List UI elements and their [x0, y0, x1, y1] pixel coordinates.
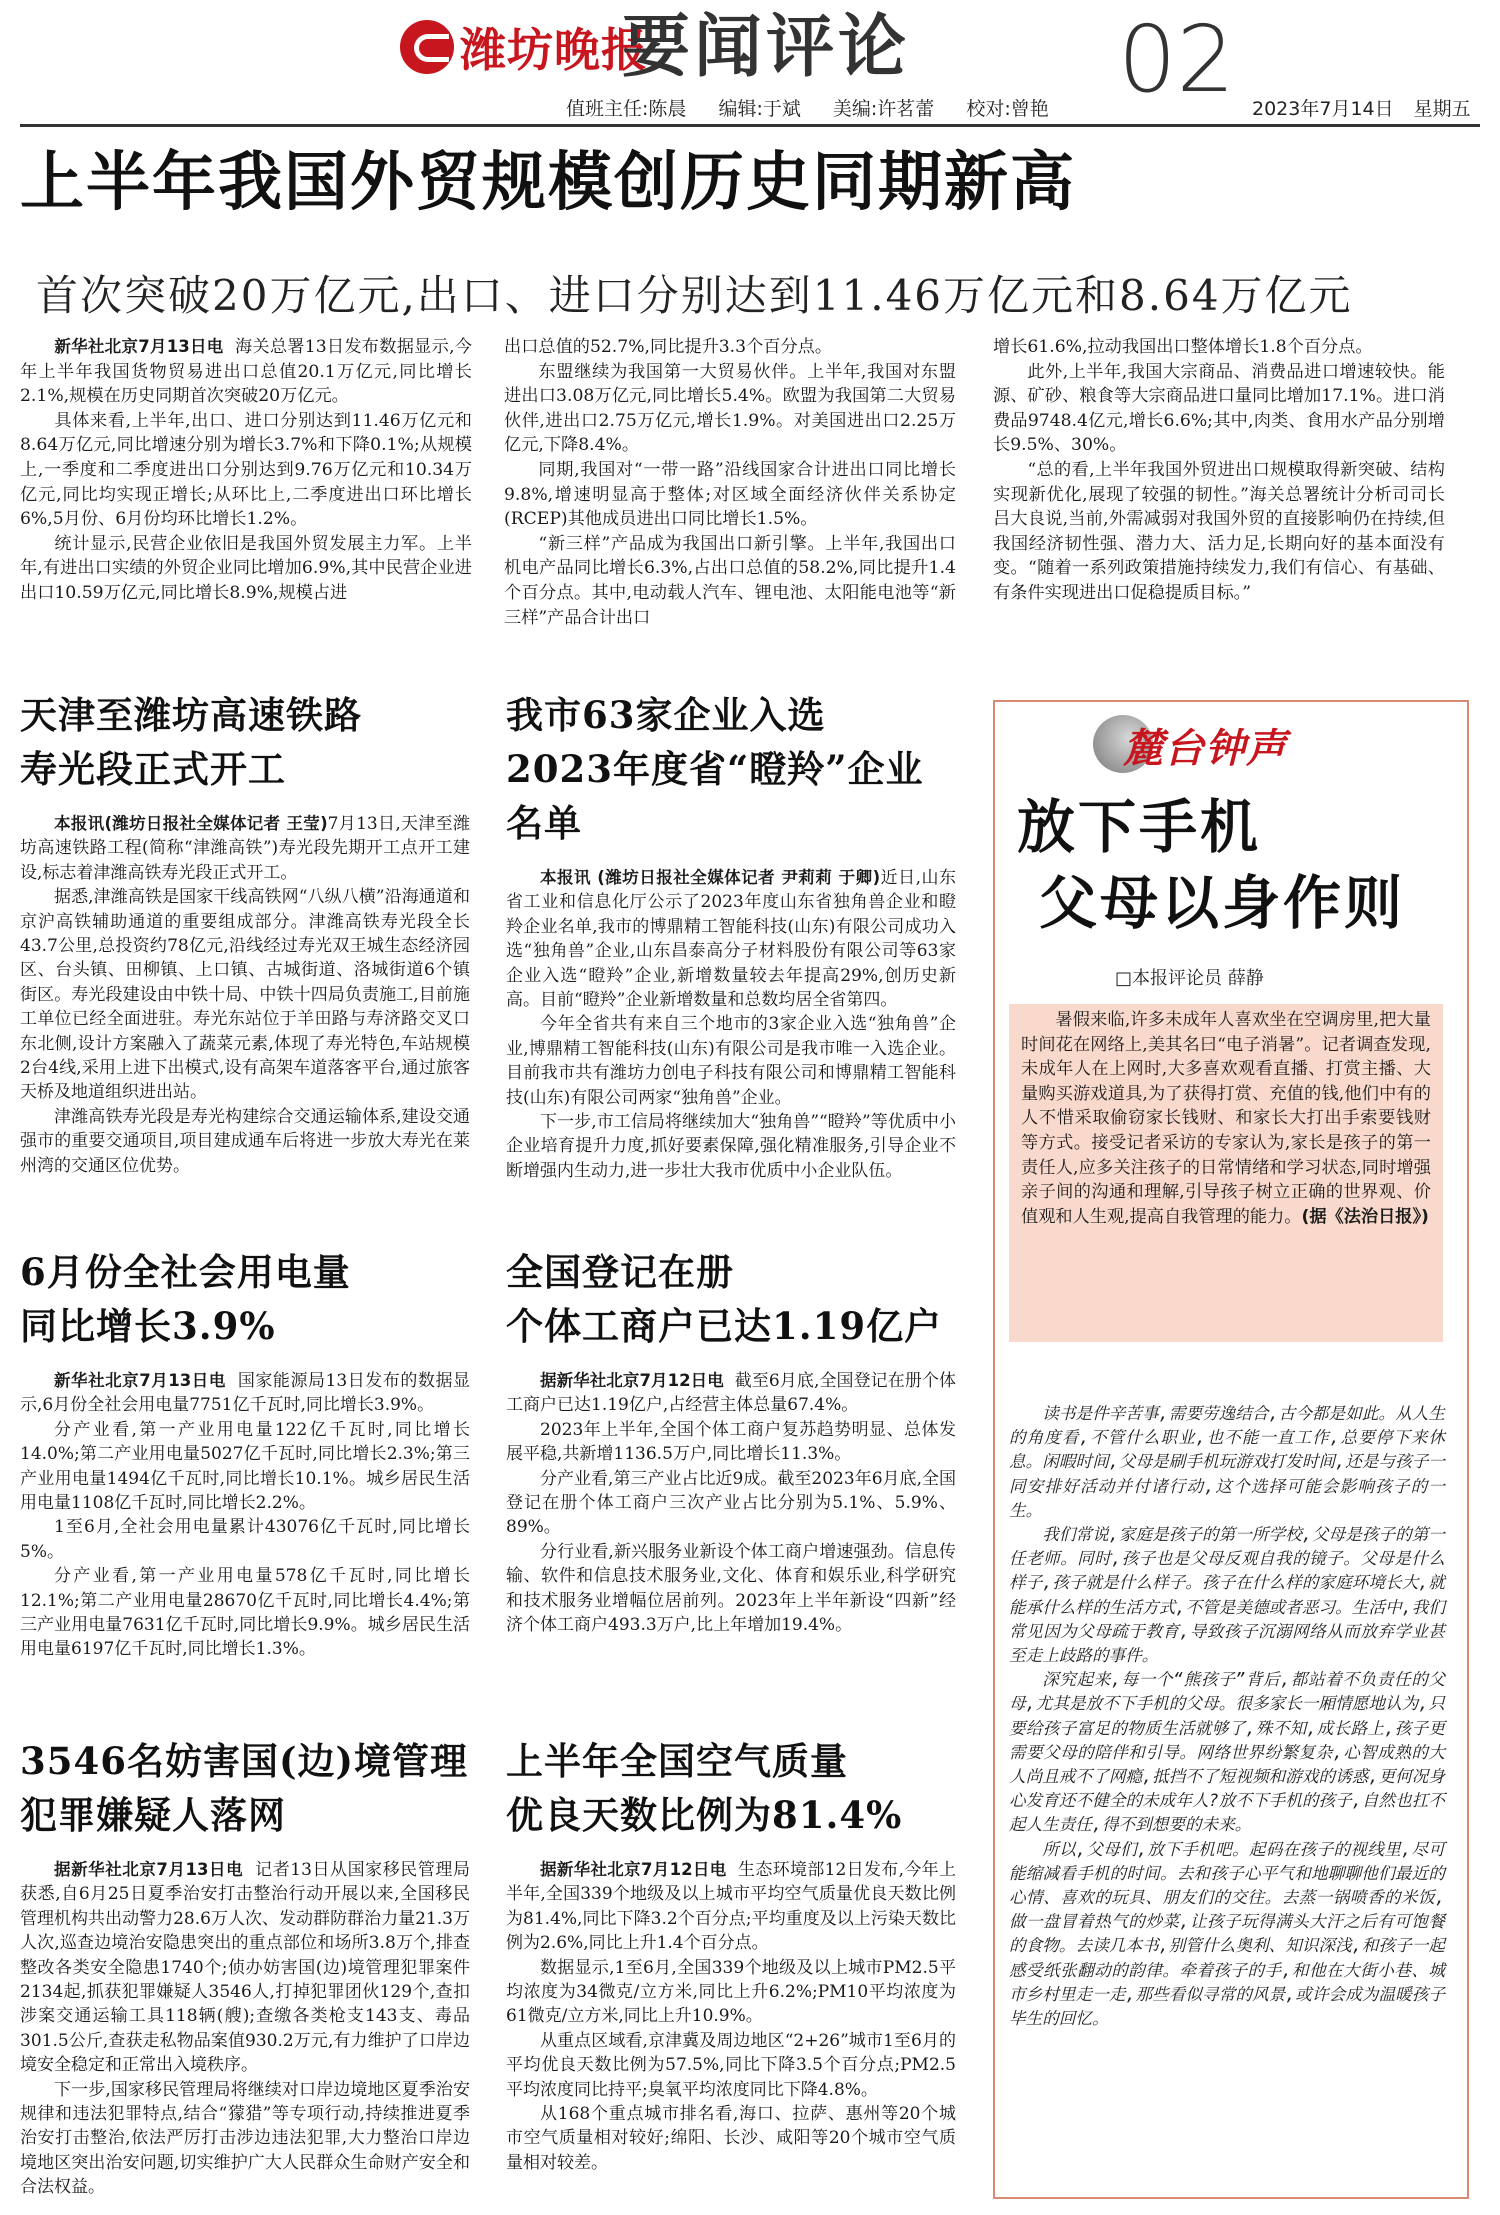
section-name: 要闻评论 — [622, 8, 911, 87]
lead-column-3 — [993, 335, 1445, 606]
article-title: 3546名妨害国(边)境管理 犯罪嫌疑人落网 — [20, 1739, 468, 1837]
article-power — [20, 1245, 470, 1662]
paragraph: 本报讯(潍坊日报社全媒体记者 王莹)7月13日,天津至潍坊高速铁路工程(简称“津潍高铁”)寿光段先期开工点开工建设,标志着津潍高铁寿光段正式开工。 — [20, 814, 470, 883]
article-body — [506, 866, 956, 1183]
article-body — [506, 1858, 956, 2175]
intro-source: (据《法治日报》) — [1301, 1206, 1429, 1227]
dateline: 新华社北京7月13日电 — [54, 337, 224, 356]
paragraph: 分产业看,第一产业用电量578亿千瓦时,同比增长12.1%;第二产业用电量28670亿千瓦时,同比增长4.4%;第三产业用电量7631亿千瓦时,同比增长9.9%。城乡居民生活用电量6197亿千瓦时,同比增长1.3%。 — [20, 1566, 470, 1660]
article-air — [506, 1734, 956, 2175]
paragraph: 我们常说,家庭是孩子的第一所学校,父母是孩子的第一任老师。同时,孩子也是父母反观自我的镜子。父母是什么样子,孩子就是什么样子。孩子在什么样的家庭环境长大,就能承什么样的生活方式,不管是美德或者恶习。生活中,我们常见因为父母疏于教育,导致孩子沉溺网络从而放弃学业甚至走上歧路的事件。 — [1009, 1525, 1445, 1666]
paragraph: 统计显示,民营企业依旧是我国外贸发展主力军。上半年,有进出口实绩的外贸企业同比增加6.9%,其中民营企业进出口10.59万亿元,同比增长8.9%,规模占进 — [20, 533, 472, 603]
commentary-intro — [1009, 1004, 1443, 1342]
article-enterprise — [506, 688, 956, 1183]
article-body — [20, 812, 470, 1178]
article-business — [506, 1245, 956, 1637]
article-title: 我市63家企业入选 2023年度省“瞪羚”企业名单 — [506, 693, 924, 845]
weekday-text: 星期五 — [1413, 98, 1471, 120]
column-name: 麓台钟声 — [1123, 725, 1287, 772]
dateline: 据新华社北京7月12日电 — [540, 1860, 727, 1879]
commentary-title: 放下手机 父母以身作则 — [1017, 793, 1406, 937]
paragraph: 从重点区域看,京津冀及周边地区“2+26”城市1至6月的平均优良天数比例为57.5%,同比下降3.5个百分点;PM2.5平均浓度同比持平;臭氧平均浓度同比下降4.8%。 — [506, 2030, 956, 2100]
paragraph: 新华社北京7月13日电 国家能源局13日发布的数据显示,6月份全社会用电量7751亿千瓦时,同比增长3.9%。 — [20, 1371, 470, 1416]
commentary-author: □本报评论员 薛静 — [1115, 968, 1264, 989]
staff-line — [566, 94, 1075, 121]
lead-column-1 — [20, 335, 472, 606]
paragraph: 1至6月,全社会用电量累计43076亿千瓦时,同比增长5%。 — [20, 1517, 470, 1562]
paragraph: 据悉,津潍高铁是国家干线高铁网“八纵八横”沿海通道和京沪高铁辅助通道的重要组成部分。津潍高铁寿光段全长43.7公里,总投资约78亿元,沿线经过寿光双王城生态经济园区、台头镇、田柳镇、上口镇、古城街道、洛城街道6个镇街区。寿光段建设由中铁十局、中铁十四局负责施工,目前施工单位已经全面进驻。寿光东站位于羊田路与寿济路交叉口东北侧,设计方案融入了蔬菜元素,体现了寿光特色,车站规模2台4线,采用上进下出模式,设有高架车道落客平台,通过旅客天桥及地道组织进出站。 — [20, 887, 470, 1103]
dateline: 据新华社北京7月12日电 — [540, 1371, 724, 1390]
paragraph: 新华社北京7月13日电 海关总署13日发布数据显示,今年上半年我国货物贸易进出口总值20.1万亿元,同比增长2.1%,规模在历史同期首次突破20万亿元。 — [20, 337, 472, 407]
paragraph: 东盟继续为我国第一大贸易伙伴。上半年,我国对东盟进出口3.08万亿元,同比增长5.4%。欧盟为我国第二大贸易伙伴,进出口2.75万亿元,增长1.9%。对美国进出口2.25万亿元,下降8.4%。 — [504, 361, 956, 456]
staff-item: 值班主任:陈晨 — [566, 98, 687, 120]
dateline: 本报讯(潍坊日报社全媒体记者 王莹) — [54, 814, 328, 833]
column-logo — [1093, 711, 1383, 775]
paragraph: 数据显示,1至6月,全国339个地级及以上城市PM2.5平均浓度为34微克/立方米,同比上升6.2%;PM10平均浓度为61微克/立方米,同比上升10.9%。 — [506, 1957, 956, 2027]
staff-item: 编辑:于斌 — [718, 98, 801, 120]
lead-body — [20, 335, 1480, 635]
paragraph: 据新华社北京7月12日电 生态环境部12日发布,今年上半年,全国339个地级及以上城市平均空气质量优良天数比例为81.4%,同比下降3.2个百分点;平均重度及以上污染天数比例为2.6%,同比上升1.4个百分点。 — [506, 1860, 956, 1954]
newspaper-logo — [400, 16, 648, 78]
article-body — [506, 1369, 956, 1637]
article-title: 天津至潍坊高速铁路 寿光段正式开工 — [20, 693, 362, 791]
paragraph: 读书是件辛苦事,需要劳逸结合,古今都是如此。从人生的角度看,不管什么职业,也不能一直工作,总要停下来休息。闲暇时间,父母是刷手机玩游戏打发时间,还是与孩子一同安排好活动并付诸行动,这个选择可能会影响孩子的一生。 — [1009, 1404, 1445, 1520]
paragraph: 下一步,国家移民管理局将继续对口岸边境地区夏季治安规律和违法犯罪特点,结合“獴猎”等专项行动,持续推进夏季治安打击整治,依法严厉打击涉边违法犯罪,大力整治口岸边境地区突出治安问题,切实维护广大人民群众生命财产安全和合法权益。 — [20, 2079, 470, 2198]
lead-column-2 — [504, 335, 956, 630]
paragraph: 出口总值的52.7%,同比提升3.3个百分点。 — [504, 337, 833, 357]
paragraph: “总的看,上半年我国外贸进出口规模取得新突破、结构实现新优化,展现了较强的韧性。”海关总署统计分析司司长吕大良说,当前,外需减弱对我国外贸的直接影响仍在持续,但我国经济韧性强、潜力大、活力足,长期向好的基本面没有变。“随着一系列政策措施持续发力,我们有信心、有基础、有条件实现进出口促稳提质目标。” — [993, 459, 1445, 603]
logo-text: 潍坊晚报 — [460, 23, 648, 77]
article-railway — [20, 688, 470, 1178]
lead-headline: 上半年我国外贸规模创历史同期新高 — [20, 146, 1076, 220]
article-body — [20, 1858, 470, 2200]
paragraph: 下一步,市工信局将继续加大“独角兽”“瞪羚”等优质中小企业培育提升力度,抓好要素保障,强化精准服务,引导企业不断增强内生动力,进一步壮大我市优质中小企业队伍。 — [506, 1112, 956, 1181]
paragraph: 分产业看,第一产业用电量122亿千瓦时,同比增长14.0%;第二产业用电量5027亿千瓦时,同比增长2.3%;第三产业用电量1494亿千瓦时,同比增长10.1%。城乡居民生活用电量1108亿千瓦时,同比增长2.2%。 — [20, 1419, 470, 1514]
paragraph: 所以,父母们,放下手机吧。起码在孩子的视线里,尽可能缩减看手机的时间。去和孩子心平气和地聊聊他们最近的心情、喜欢的玩具、朋友们的交往。去蒸一锅喷香的米饭,做一盘冒着热气的炒菜,让孩子玩得满头大汗之后有可饱餐的食物。去读几本书,别管什么奥利、知识深浅,和孩子一起感受纸张翻动的韵律。牵着孩子的手,和他在大街小巷、城市乡村里走一走,那些看似寻常的风景,或许会成为温暖孩子毕生的回忆。 — [1009, 1839, 1445, 2029]
dateline: 新华社北京7月13日电 — [54, 1371, 226, 1390]
commentary-body — [1009, 1402, 1445, 2031]
paragraph: 同期,我国对“一带一路”沿线国家合计进出口同比增长9.8%,增速明显高于整体;对区域全面经济伙伴关系协定(RCEP)其他成员进出口同比增长1.5%。 — [504, 459, 956, 530]
paragraph: 分产业看,第三产业占比近9成。截至2023年6月底,全国登记在册个体工商户三次产业占比分别为5.1%、5.9%、89%。 — [506, 1468, 956, 1538]
dateline: 据新华社北京7月13日电 — [54, 1860, 244, 1879]
paragraph: 暑假来临,许多未成年人喜欢坐在空调房里,把大量时间花在网络上,美其名曰“电子消暑”。记者调查发现,未成年人在上网时,大多喜欢观看直播、打赏主播、大量购买游戏道具,为了获得打赏、充值的钱,他们中有的人不惜采取偷窃家长钱财、和家长大打出手索要钱财等方式。接受记者采访的专家认为,家长是孩子的第一责任人,应多关注孩子的日常情绪和学习状态,同时增强亲子间的沟通和理解,引导孩子树立正确的世界观、价值观和人生观,提高自我管理的能力。(据《法治日报》) — [1021, 1010, 1431, 1227]
masthead — [0, 0, 1500, 126]
paragraph: 具体来看,上半年,出口、进口分别达到11.46万亿元和8.64万亿元,同比增速分别为增长3.7%和下降0.1%;从规模上,一季度和二季度进出口分别达到9.76万亿元和10.34万亿元,同比均实现正增长;从环比上,二季度进出口环比增长6%,5月份、6月份均环比增长1.2%。 — [20, 410, 472, 530]
paragraph: 从168个重点城市排名看,海口、拉萨、惠州等20个城市空气质量相对较好;绵阳、长沙、咸阳等20个城市空气质量相对较差。 — [506, 2104, 956, 2173]
issue-date — [1252, 94, 1491, 121]
paragraph: 此外,上半年,我国大宗商品、消费品进口增速较快。能源、矿砂、粮食等大宗商品进口量同比增加17.1%。进口消费品9748.4亿元,增长6.6%;其中,肉类、食用水产品分别增长9.5%、30%。 — [993, 361, 1445, 456]
page-number: 02 — [1118, 6, 1236, 113]
article-title: 6月份全社会用电量 同比增长3.9% — [20, 1250, 351, 1348]
paragraph: 2023年上半年,全国个体工商户复苏趋势明显、总体发展平稳,共新增1136.5万户,同比增长11.3%。 — [506, 1419, 956, 1465]
lead-subheadline: 首次突破20万亿元,出口、进口分别达到11.46万亿元和8.64万亿元 — [36, 271, 1353, 320]
paragraph: 深究起来,每一个“熊孩子”背后,都站着不负责任的父母,尤其是放不下手机的父母。很多家长一厢情愿地认为,只要给孩子富足的物质生活就够了,殊不知,成长路上,孩子更需要父母的陪伴和引导。网络世界纷繁复杂,心智成熟的大人尚且戒不了网瘾,抵挡不了短视频和游戏的诱惑,更何况身心发育还不健全的未成年人?放不下手机的孩子,自然也扛不起人生责任,得不到想要的未来。 — [1009, 1670, 1445, 1835]
paragraph: 津潍高铁寿光段是寿光构建综合交通运输体系,建设交通强市的重要交通项目,项目建成通车后将进一步放大寿光在莱州湾的交通区位优势。 — [20, 1106, 470, 1176]
paragraph: 据新华社北京7月12日电 截至6月底,全国登记在册个体工商户已达1.19亿户,占经营主体总量67.4%。 — [506, 1371, 956, 1416]
staff-item: 校对:曾艳 — [966, 98, 1049, 120]
date-text: 2023年7月14日 — [1252, 98, 1394, 120]
paragraph: 据新华社北京7月13日电 记者13日从国家移民管理局获悉,自6月25日夏季治安打击整治行动开展以来,全国移民管理机构共出动警力28.6万人次、发动群防群治力量21.3万人次,巡查边境治安隐患突出的重点部位和场所3.8万个,排查整改各类安全隐患1740个;侦办妨害国(边)境管理犯罪案件2134起,抓获犯罪嫌疑人3546人,打掉犯罪团伙129个,查扣涉案交通运输工具118辆(艘);查缴各类枪支143支、毒品301.5公斤,查获走私物品案值930.2万元,有力维护了口岸边境安全稳定和正常出入境秩序。 — [20, 1860, 471, 2076]
paragraph: 今年全省共有来自三个地市的3家企业入选“独角兽”企业,博鼎精工智能科技(山东)有限公司是我市唯一入选企业。目前我市共有潍坊力创电子科技有限公司和博鼎精工智能科技(山东)有限公司两家“独角兽”企业。 — [506, 1014, 956, 1108]
staff-item: 美编:许茗蕾 — [832, 98, 935, 120]
commentary-box — [993, 700, 1469, 2199]
dateline: 本报讯 (潍坊日报社全媒体记者 尹莉莉 于卿) — [540, 868, 881, 887]
paragraph: “新三样”产品成为我国出口新引擎。上半年,我国出口机电产品同比增长6.3%,占出口总值的58.2%,同比提升1.4个百分点。其中,电动载人汽车、锂电池、太阳能电池等“新三样”产品合计出口 — [504, 533, 956, 628]
paragraph: 分行业看,新兴服务业新设个体工商户增速强劲。信息传输、软件和信息技术服务业,文化、体育和娱乐业,科学研究和技术服务业增幅位居前列。2023年上半年新设“四新”经济个体工商户493.3万户,比上年增加19.4%。 — [506, 1541, 956, 1636]
article-title: 全国登记在册 个体工商户已达1.19亿户 — [506, 1250, 943, 1348]
paragraph: 本报讯 (潍坊日报社全媒体记者 尹莉莉 于卿)近日,山东省工业和信息化厅公示了2023年度山东省独角兽企业和瞪羚企业名单,我市的博鼎精工智能科技(山东)有限公司成功入选“独角兽”企业,山东昌泰高分子材料股份有限公司等63家企业入选“瞪羚”企业,新增数量较去年提高29%,创历史新高。目前“瞪羚”企业新增数量和总数均居全省第四。 — [506, 868, 956, 1011]
masthead-rule — [20, 124, 1480, 127]
article-border — [20, 1734, 470, 2200]
paragraph: 增长61.6%,拉动我国出口整体增长1.8个百分点。 — [993, 337, 1373, 357]
logo-emblem-icon — [400, 20, 454, 74]
article-title: 上半年全国空气质量 优良天数比例为81.4% — [506, 1739, 903, 1837]
article-body — [20, 1369, 470, 1662]
